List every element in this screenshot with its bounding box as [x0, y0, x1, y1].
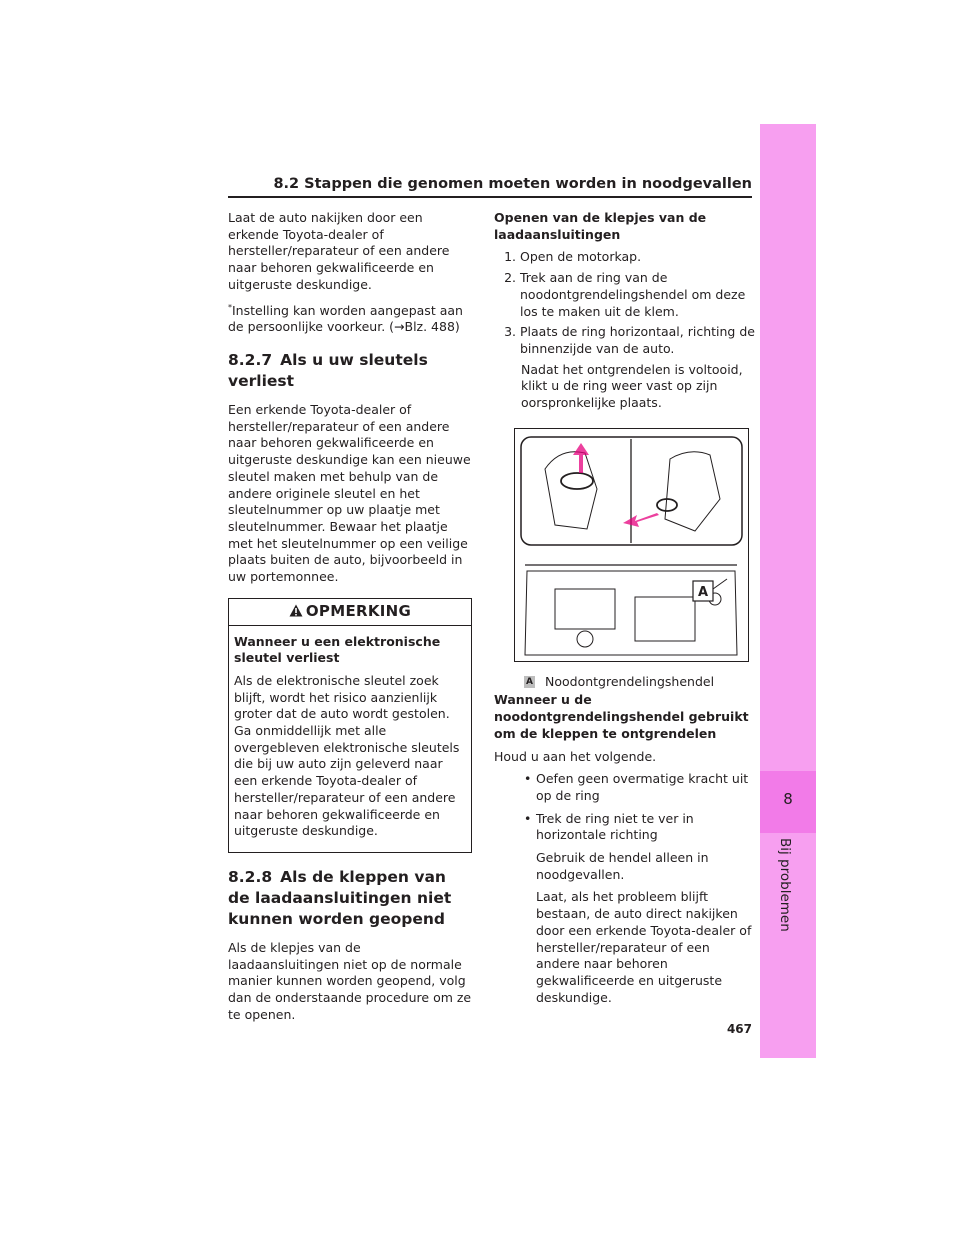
section-number: 8.2.8 — [228, 867, 273, 886]
chapter-number: 8 — [783, 790, 793, 808]
page-number: 467 — [726, 1022, 752, 1036]
step-2: 2. Trek aan de ring van de noodontgrendelingshendel om deze los te maken uit de klem. — [504, 270, 746, 319]
procedure-heading: Openen van de klepjes van de laadaansluitingen — [494, 210, 707, 242]
legend-text: Noodontgrendelingshendel — [545, 673, 715, 689]
bullet-2-note-2: Laat, als het probleem blijft bestaan, de auto direct nakijken door een erkende Toyota-dealer of hersteller/reparateur of een andere naar behoren gekwalificeerde en uitgeruste deskundige. — [536, 889, 752, 1005]
engine-bay-illustration — [514, 428, 749, 662]
figure-callout-a: A — [697, 584, 709, 600]
section-number: 8.2.7 — [228, 351, 273, 370]
footnote — [228, 300, 472, 337]
section-title: Als de kleppen van de laadaansluitingen niet kunnen worden geopend — [228, 867, 452, 928]
notice-text: Als de elektronische sleutel zoek blijft, wordt het risico aanzienlijk groter dat de auto wordt gestolen. Ga onmiddellijk met alle overgebleven elektronische sleutels die bij uw auto zijn geleverd naar een erkende Toyota-dealer of hersteller/reparateur of een andere naar behoren gekwalificeerde en uitgeruste deskundige. — [234, 672, 460, 839]
bullet-2-note-1: Gebruik de hendel alleen in noodgevallen. — [536, 850, 709, 882]
notice-header — [229, 599, 471, 626]
legend-key-a: A — [524, 676, 535, 688]
footnote-text: Instelling kan worden aangepast aan de persoonlijke voorkeur. (→Blz. 488) — [228, 302, 463, 335]
chapter-label: Bij problemen — [777, 838, 793, 932]
section-heading-827 — [228, 350, 472, 392]
flaps-paragraph: Als de klepjes van de laadaansluitingen niet op de normale manier kunnen worden geopend, volg dan de onderstaande procedure om ze te openen. — [228, 939, 472, 1022]
warning-icon — [289, 604, 303, 617]
left-column — [228, 210, 472, 1029]
usage-intro: Houd u aan het volgende. — [494, 748, 657, 764]
usage-heading: Wanneer u de noodontgrendelingshendel gebruikt om de kleppen te ontgrendelen — [494, 692, 749, 741]
notice-title: OPMERKING — [305, 601, 412, 620]
running-header: 8.2 Stappen die genomen moeten worden in noodgevallen — [273, 176, 752, 192]
notice-subtitle: Wanneer u een elektronische sleutel verliest — [234, 633, 441, 666]
notice-box — [228, 598, 472, 853]
step-3: 3. Plaats de ring horizontaal, richting de binnenzijde van de auto. — [504, 324, 755, 356]
step-1: 1. Open de motorkap. — [504, 249, 642, 265]
footnote-mark: * — [228, 302, 232, 312]
right-column — [494, 210, 756, 1012]
section-title: Als u uw sleutels verliest — [228, 351, 428, 391]
header-rule — [228, 196, 752, 198]
bullet-1: • Oefen geen overmatige kracht uit op de ring — [524, 771, 749, 803]
keys-paragraph: Een erkende Toyota-dealer of hersteller/reparateur of een andere naar behoren gekwalificeerde en uitgeruste deskundige kan een nieuwe sleutel maken met behulp van de andere originele sleutel en het sleutelnummer op uw plaatje met sleutelnummer. Bewaar het plaatje met het sleutelnummer op een veilige plaats buiten de auto, bijvoorbeeld in uw portemonnee. — [228, 402, 471, 585]
illustration-drawing — [515, 429, 748, 661]
section-heading-828 — [228, 867, 472, 930]
step-3-note: Nadat het ontgrendelen is voltooid, klikt u de ring weer vast op zijn oorspronkelijke plaats. — [521, 361, 743, 411]
bullet-2: • Trek de ring niet te ver in horizontale richting — [524, 810, 694, 843]
figure-legend — [524, 674, 756, 691]
intro-paragraph: Laat de auto nakijken door een erkende Toyota-dealer of hersteller/reparateur of een andere naar behoren gekwalificeerde en uitgeruste deskundige. — [228, 210, 450, 292]
